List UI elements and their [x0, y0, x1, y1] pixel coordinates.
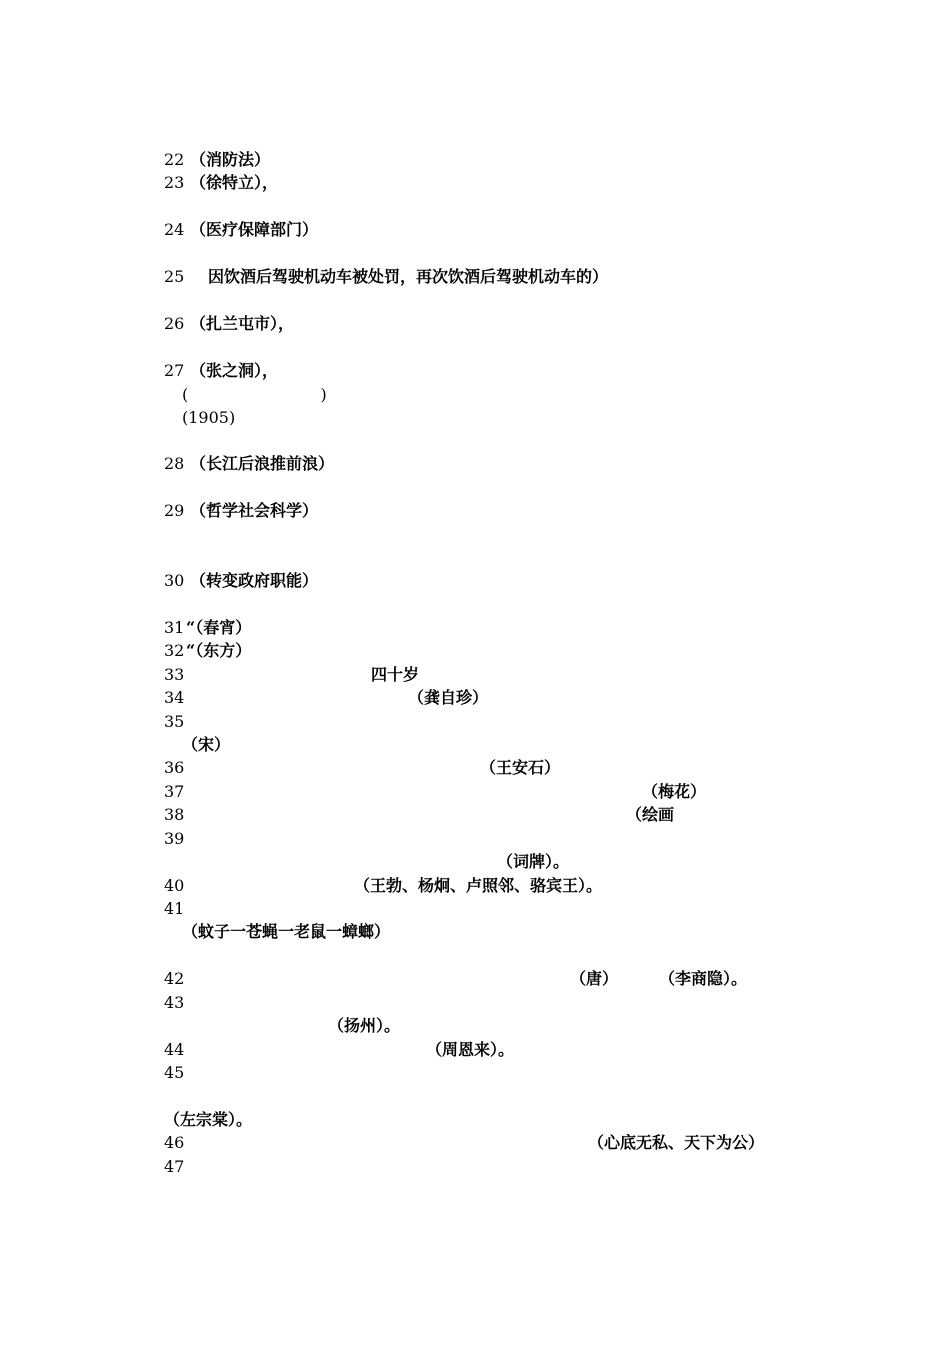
answer-text: （左宗棠）。 [164, 1110, 253, 1129]
answer-text: 因饮酒后驾驶机动车被处罚，再次饮酒后驾驶机动车的） [208, 267, 609, 286]
answer-text: （心底无私、天下为公） [588, 1133, 765, 1152]
question-number: 40 [164, 876, 185, 895]
question-number: 41 [164, 899, 185, 918]
answer-text: （龚自珍） [408, 688, 489, 707]
question-number: 35 [164, 712, 185, 731]
question-number: 33 [164, 665, 185, 684]
question-number: 31 [164, 618, 185, 637]
question-number: 29 [164, 501, 185, 520]
question-number: 44 [164, 1040, 185, 1059]
question-number: 26 [164, 314, 185, 333]
question-number: 28 [164, 454, 185, 473]
answer-text: （扎兰屯市）， [190, 314, 295, 333]
answer-text: （转变政府职能） [190, 571, 319, 590]
answer-text: “（东方） [186, 641, 252, 660]
answer-text: （消防法） [190, 150, 271, 169]
answer-text: （李商隐）。 [659, 969, 748, 988]
answer-text: （宋） [182, 735, 231, 754]
question-number: 24 [164, 220, 185, 239]
answer-text: （梅花） [642, 782, 707, 801]
answer-text: （蚊子一苍蝇一老鼠一蟑螂） [182, 922, 391, 941]
answer-text: （哲学社会科学） [190, 501, 319, 520]
year-text: (1905) [182, 408, 236, 427]
answer-text: （扬州）。 [328, 1016, 401, 1035]
answer-text: （词牌）。 [497, 852, 570, 871]
question-number: 47 [164, 1157, 185, 1176]
question-number: 39 [164, 829, 185, 848]
question-number: 27 [164, 361, 185, 380]
answer-text: （绘画 [626, 805, 675, 824]
answer-text: （唐） [570, 969, 619, 988]
question-number: 38 [164, 805, 185, 824]
question-number: 30 [164, 571, 185, 590]
question-number: 25 [164, 267, 185, 286]
answer-text: “（春宵） [186, 618, 252, 637]
question-number: 37 [164, 782, 185, 801]
answer-text: （医疗保障部门） [190, 220, 319, 239]
answer-text: （张之洞）， [190, 361, 279, 380]
answer-text: （周恩来）。 [426, 1040, 515, 1059]
answer-text: （长江后浪推前浪） [190, 454, 335, 473]
question-number: 34 [164, 688, 185, 707]
answer-text: （王勃、杨炯、卢照邻、骆宾王）。 [354, 876, 603, 895]
bracket-blank: ( ) [182, 385, 327, 404]
answer-text: （王安石） [480, 758, 561, 777]
question-number: 42 [164, 969, 185, 988]
question-number: 43 [164, 993, 185, 1012]
question-number: 36 [164, 758, 185, 777]
answer-text: 四十岁 [371, 665, 420, 684]
question-number: 22 [164, 150, 185, 169]
answer-text: （徐特立）， [190, 173, 279, 192]
question-number: 46 [164, 1133, 185, 1152]
question-number: 32 [164, 641, 185, 660]
question-number: 23 [164, 173, 185, 192]
question-number: 45 [164, 1063, 185, 1082]
